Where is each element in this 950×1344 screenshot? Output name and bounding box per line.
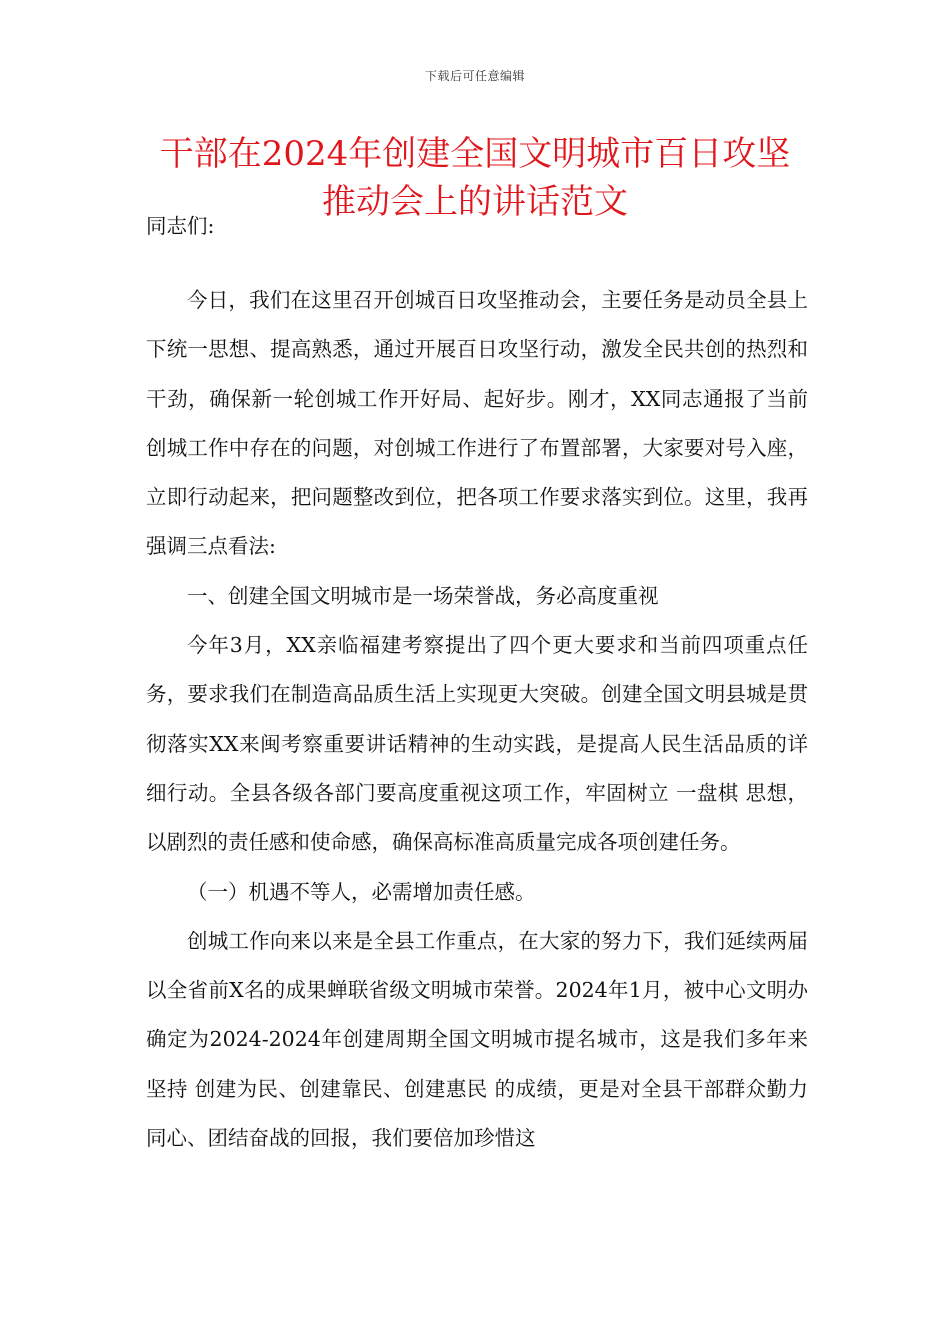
body-content — [146, 276, 808, 1163]
salutation-block — [146, 202, 808, 251]
paragraph-intro: 今日，我们在这里召开创城百日攻坚推动会，主要任务是动员全县上下统一思想、提高熟悉，通过开展百日攻坚行动，激发全民共创的热烈和干劲，确保新一轮创城工作开好局、起好步。刚才，XX同志通报了当前创城工作中存在的问题，对创城工作进行了布置部署，大家要对号入座，立即行动起来，把问题整改到位，把各项工作要求落实到位。这里，我再强调三点看法: — [146, 288, 808, 559]
paragraph-subsection-1: 创城工作向来以来是全县工作重点，在大家的努力下，我们延续两届以全省前X名的成果蝉联省级文明城市荣誉。2024年1月，被中心文明办确定为2024-2024年创建周期全国文明城市提名城市，这是我们多年来坚持 创建为民、创建靠民、创建惠民 的成绩，更是对全县干部群众勤力同心、团结奋战的回报，我们要倍加珍惜这 — [146, 928, 808, 1151]
section-heading-1: 一、创建全国文明城市是一场荣誉战，务必高度重视 — [187, 583, 659, 608]
title-line-2: 推动会上的讲话范文 — [322, 182, 628, 222]
paragraph-section-1: 今年3月，XX亲临福建考察提出了四个更大要求和当前四项重点任务，要求我们在制造高品质生活上实现更大突破。创建全国文明县城是贯彻落实XX来闽考察重要讲话精神的生动实践，是提高人民生活品质的详细行动。全县各级各部门要高度重视这项工作，牢固树立 一盘棋 思想，以剧烈的责任感和使命感，确保高标准高质量完成各项创建任务。 — [146, 633, 808, 855]
title-line-1: 干部在2024年创建全国文明城市百日攻坚 — [159, 134, 791, 174]
subsection-heading-1: （一）机遇不等人，必需增加责任感。 — [187, 879, 536, 904]
salutation: 同志们: — [146, 214, 215, 238]
header-note: 下载后可任意编辑 — [424, 69, 525, 83]
